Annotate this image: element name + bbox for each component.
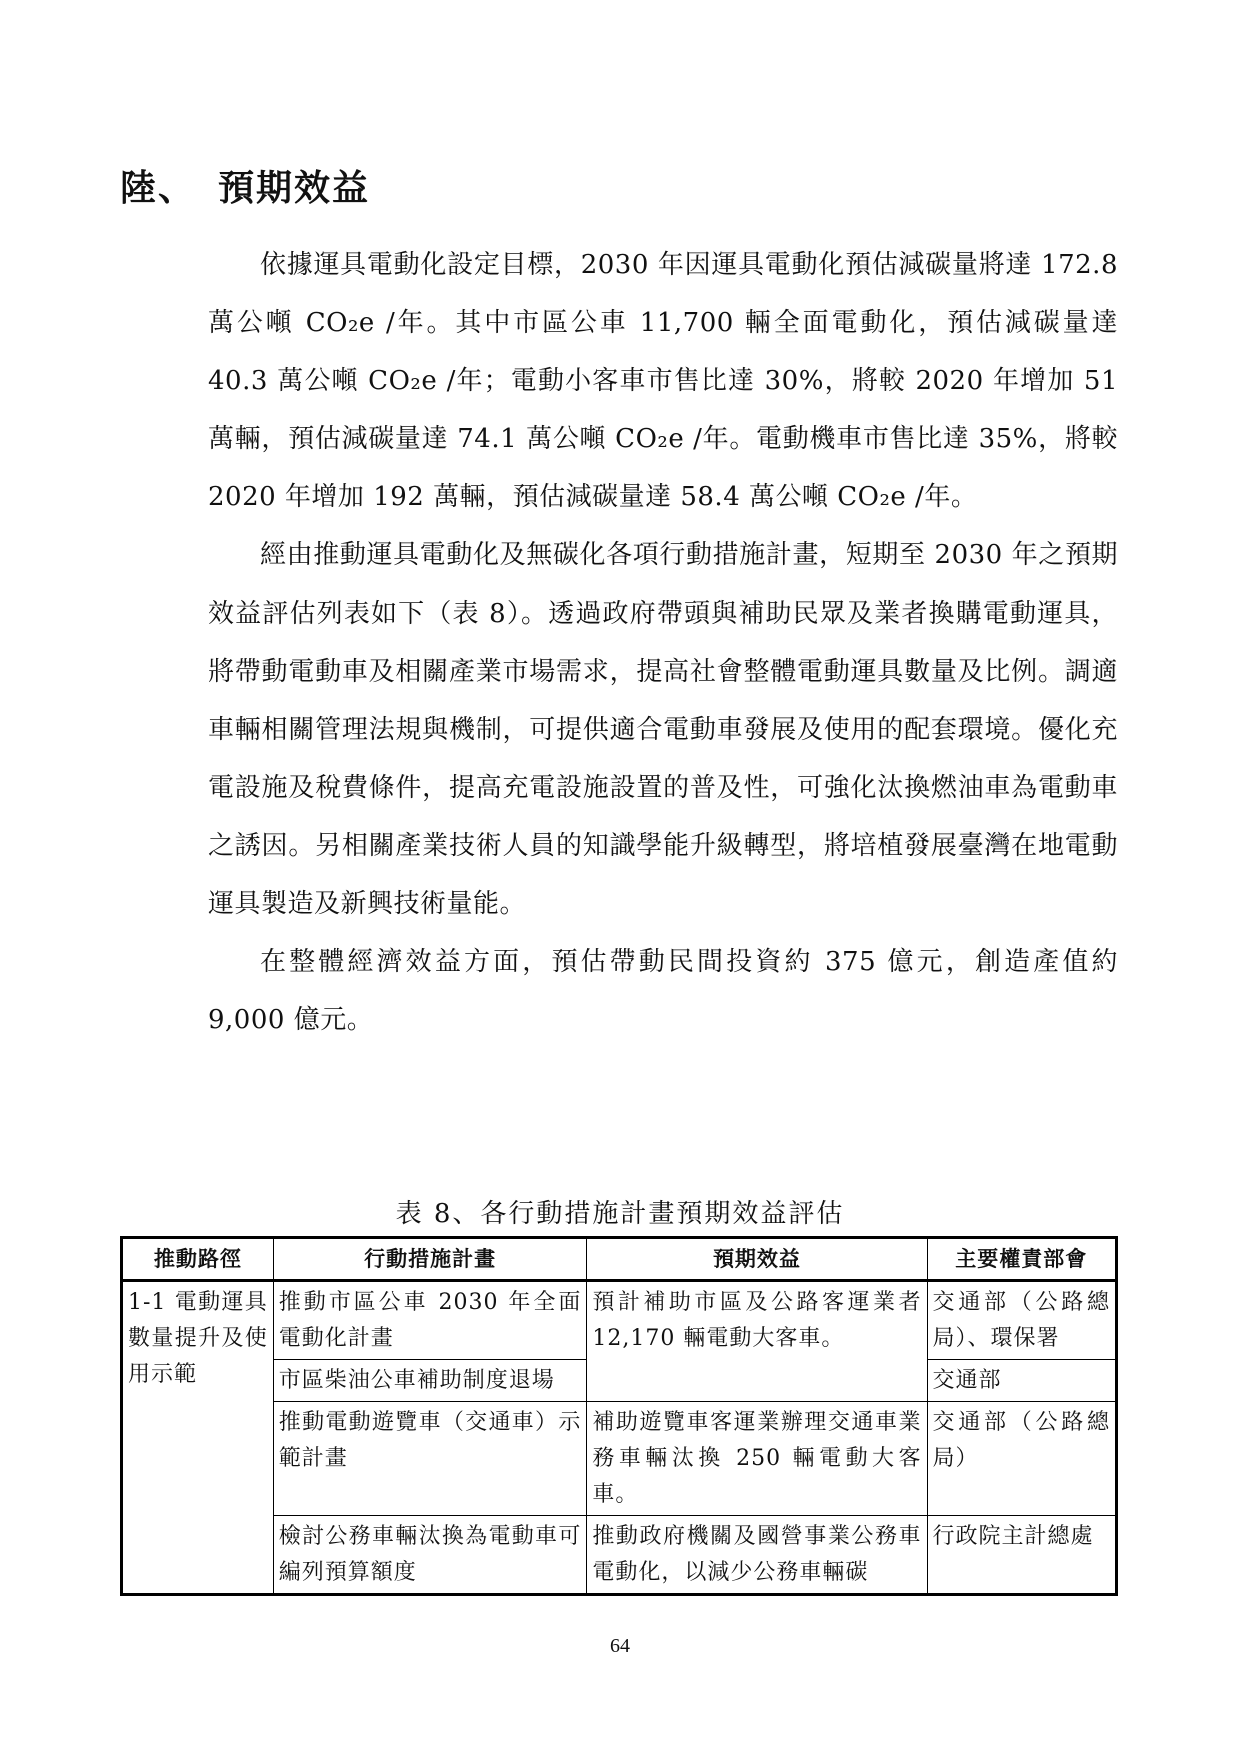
header-plan: 行動措施計畫 <box>273 1238 587 1281</box>
section-number: 陸、 <box>120 168 197 209</box>
plan-cell: 檢討公務車輛汰換為電動車可編列預算額度 <box>273 1516 587 1595</box>
table-header-row <box>122 1238 1117 1281</box>
agency-cell: 交通部（公路總局） <box>927 1402 1116 1516</box>
table-row <box>122 1281 1117 1360</box>
header-agency: 主要權責部會 <box>927 1238 1116 1281</box>
path-cell: 1-1 電動運具數量提升及使用示範 <box>122 1281 274 1595</box>
benefit-cell: 補助遊覽車客運業辦理交通車業務車輛汰換 250 輛電動大客車。 <box>587 1402 927 1516</box>
agency-cell: 交通部 <box>927 1360 1116 1402</box>
plan-cell: 推動電動遊覽車（交通車）示範計畫 <box>273 1402 587 1516</box>
agency-cell: 行政院主計總處 <box>927 1516 1116 1595</box>
section-title: 預期效益 <box>218 168 371 209</box>
section-heading <box>120 160 370 211</box>
paragraph-expected-benefits: 經由推動運具電動化及無碳化各項行動措施計畫，短期至 2030 年之預期效益評估列表如下（表 8）。透過政府帶頭與補助民眾及業者換購電動運具，將帶動電動車及相關產業市場需求，提高社會整體電動運具數量及比例。調適車輛相關管理法規與機制，可提供適合電動車發展及使用的配套環境。優化充電設施及稅費條件，提高充電設施設置的普及性，可強化汰換燃油車為電動車之誘因。另相關產業技術人員的知識學能升級轉型，將培植發展臺灣在地電動運具製造及新興技術量能。 <box>208 540 1118 920</box>
table-caption: 表 8、各行動措施計畫預期效益評估 <box>395 1199 845 1229</box>
benefit-cell: 推動政府機關及國營事業公務車電動化，以減少公務車輛碳 <box>587 1516 927 1595</box>
paragraph-reduction-targets: 依據運具電動化設定目標，2030 年因運具電動化預估減碳量將達 172.8 萬公噸 CO₂e /年。其中市區公車 11,700 輛全面電動化，預估減碳量達 40.3 萬公噸 CO₂e /年；電動小客車市售比達 30%，將較 2020 年增加 51 萬輛，預估減碳量達 74.1 萬公噸 CO₂e /年。電動機車市售比達 35%，將較 2020 年增加 192 萬輛，預估減碳量達 58.4 萬公噸 CO₂e /年。 <box>208 250 1118 513</box>
benefit-cell: 預計補助市區及公路客運業者 12,170 輛電動大客車。 <box>587 1281 927 1402</box>
plan-cell: 推動市區公車 2030 年全面電動化計畫 <box>273 1281 587 1360</box>
page-number: 64 <box>610 1635 630 1657</box>
plan-cell: 市區柴油公車補助制度退場 <box>273 1360 587 1402</box>
header-benefit: 預期效益 <box>587 1238 927 1281</box>
benefit-evaluation-table <box>120 1236 1118 1596</box>
agency-cell: 交通部（公路總局）、環保署 <box>927 1281 1116 1360</box>
paragraph-economic-benefits: 在整體經濟效益方面，預估帶動民間投資約 375 億元，創造產值約 9,000 億元。 <box>208 947 1118 1036</box>
header-path: 推動路徑 <box>122 1238 274 1281</box>
body-text <box>208 236 1118 1049</box>
